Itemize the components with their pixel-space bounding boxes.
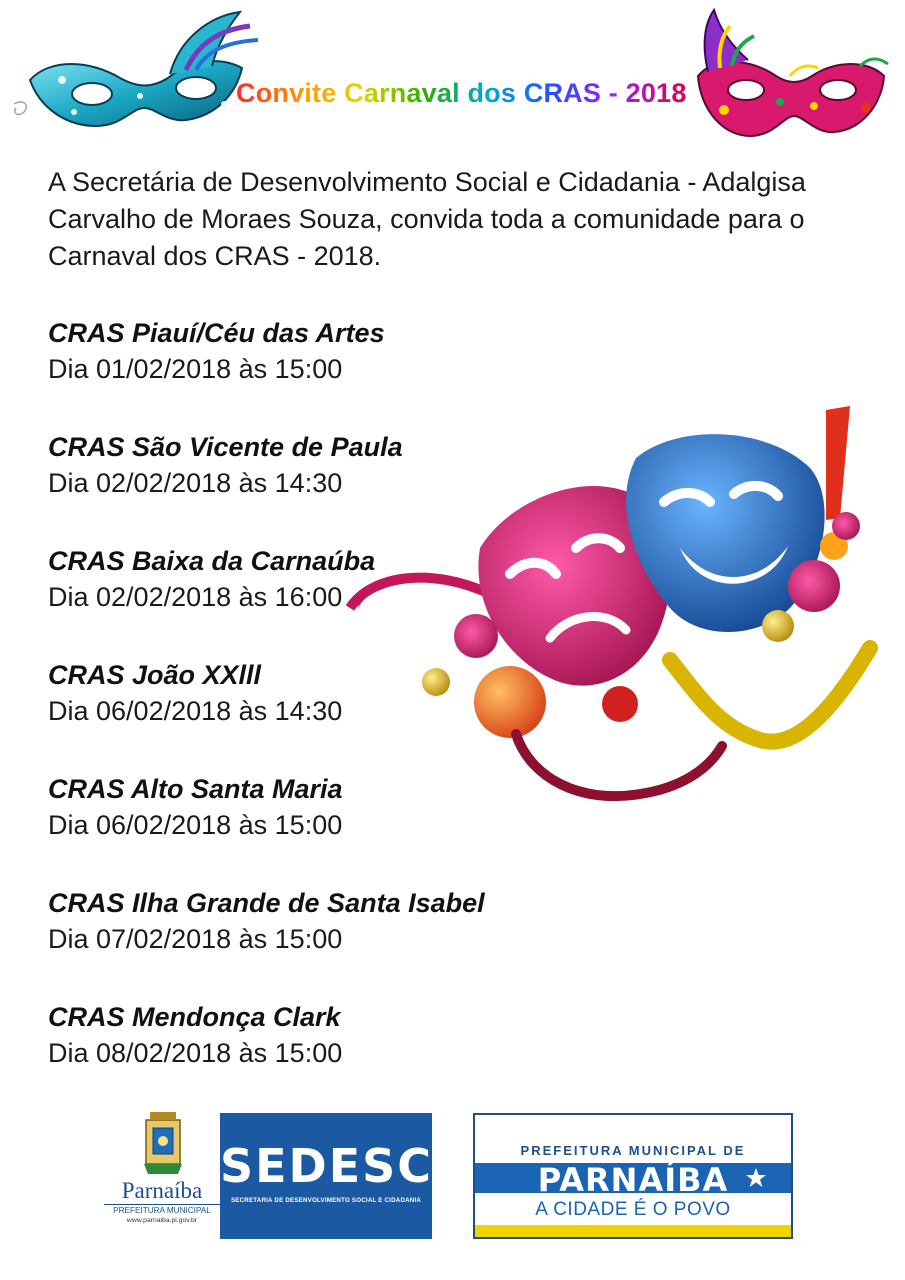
event-date: Dia 07/02/2018 às 15:00 xyxy=(48,924,343,954)
carnival-mask-icon xyxy=(684,6,896,146)
prefeitura-name: PARNAÍBA xyxy=(537,1161,729,1199)
parnaiba-url: www.parnaiba.pi.gov.br xyxy=(126,1217,198,1224)
event-date: Dia 02/02/2018 às 14:30 xyxy=(48,468,343,498)
prefeitura-logo xyxy=(473,1113,793,1239)
event-name: CRAS São Vicente de Paula xyxy=(48,432,403,462)
event-name: CRAS Mendonça Clark xyxy=(48,1002,341,1032)
event-name: CRAS Piauí/Céu das Artes xyxy=(48,318,385,348)
event-date: Dia 01/02/2018 às 15:00 xyxy=(48,354,343,384)
event-date: Dia 06/02/2018 às 15:00 xyxy=(48,810,343,840)
carnival-mask-icon xyxy=(10,8,270,138)
event-date: Dia 06/02/2018 às 14:30 xyxy=(48,696,343,726)
event-item xyxy=(48,1000,568,1072)
event-date: Dia 02/02/2018 às 16:00 xyxy=(48,582,343,612)
event-item xyxy=(48,886,568,958)
invitation-title: Convite Carnaval dos CRAS - 2018 xyxy=(236,78,687,108)
sedesc-logo xyxy=(220,1113,432,1239)
coat-of-arms-icon xyxy=(142,1112,184,1176)
intro-line: Carvalho de Moraes Souza, convida toda a comunidade para o xyxy=(48,204,805,234)
star-icon xyxy=(745,1167,767,1189)
event-item xyxy=(48,316,568,388)
parnaiba-subtitle: PREFEITURA MUNICIPAL xyxy=(104,1204,220,1215)
sedesc-acronym: SEDESC xyxy=(220,1139,434,1193)
event-name: CRAS Ilha Grande de Santa Isabel xyxy=(48,888,485,918)
event-name: CRAS Baixa da Carnaúba xyxy=(48,546,376,576)
event-name: CRAS Alto Santa Maria xyxy=(48,774,343,804)
event-name: CRAS João XXlll xyxy=(48,660,262,690)
prefeitura-yellow-stripe xyxy=(475,1225,791,1237)
sedesc-full-name: SECRETARIA DE DESENVOLVIMENTO SOCIAL E CIDADANIA xyxy=(230,1197,422,1204)
intro-paragraph xyxy=(48,164,808,275)
prefeitura-heading: PREFEITURA MUNICIPAL DE xyxy=(520,1143,746,1158)
parnaiba-city-logo xyxy=(104,1112,220,1240)
event-date: Dia 08/02/2018 às 15:00 xyxy=(48,1038,343,1068)
intro-line: Carnaval dos CRAS - 2018. xyxy=(48,241,382,271)
parnaiba-wordmark: Parnaíba xyxy=(121,1178,203,1203)
intro-line: A Secretária de Desenvolvimento Social e Cidadania - Adalgisa xyxy=(48,167,806,197)
theater-masks-icon xyxy=(340,398,880,818)
prefeitura-slogan: A CIDADE É O POVO xyxy=(535,1199,731,1220)
